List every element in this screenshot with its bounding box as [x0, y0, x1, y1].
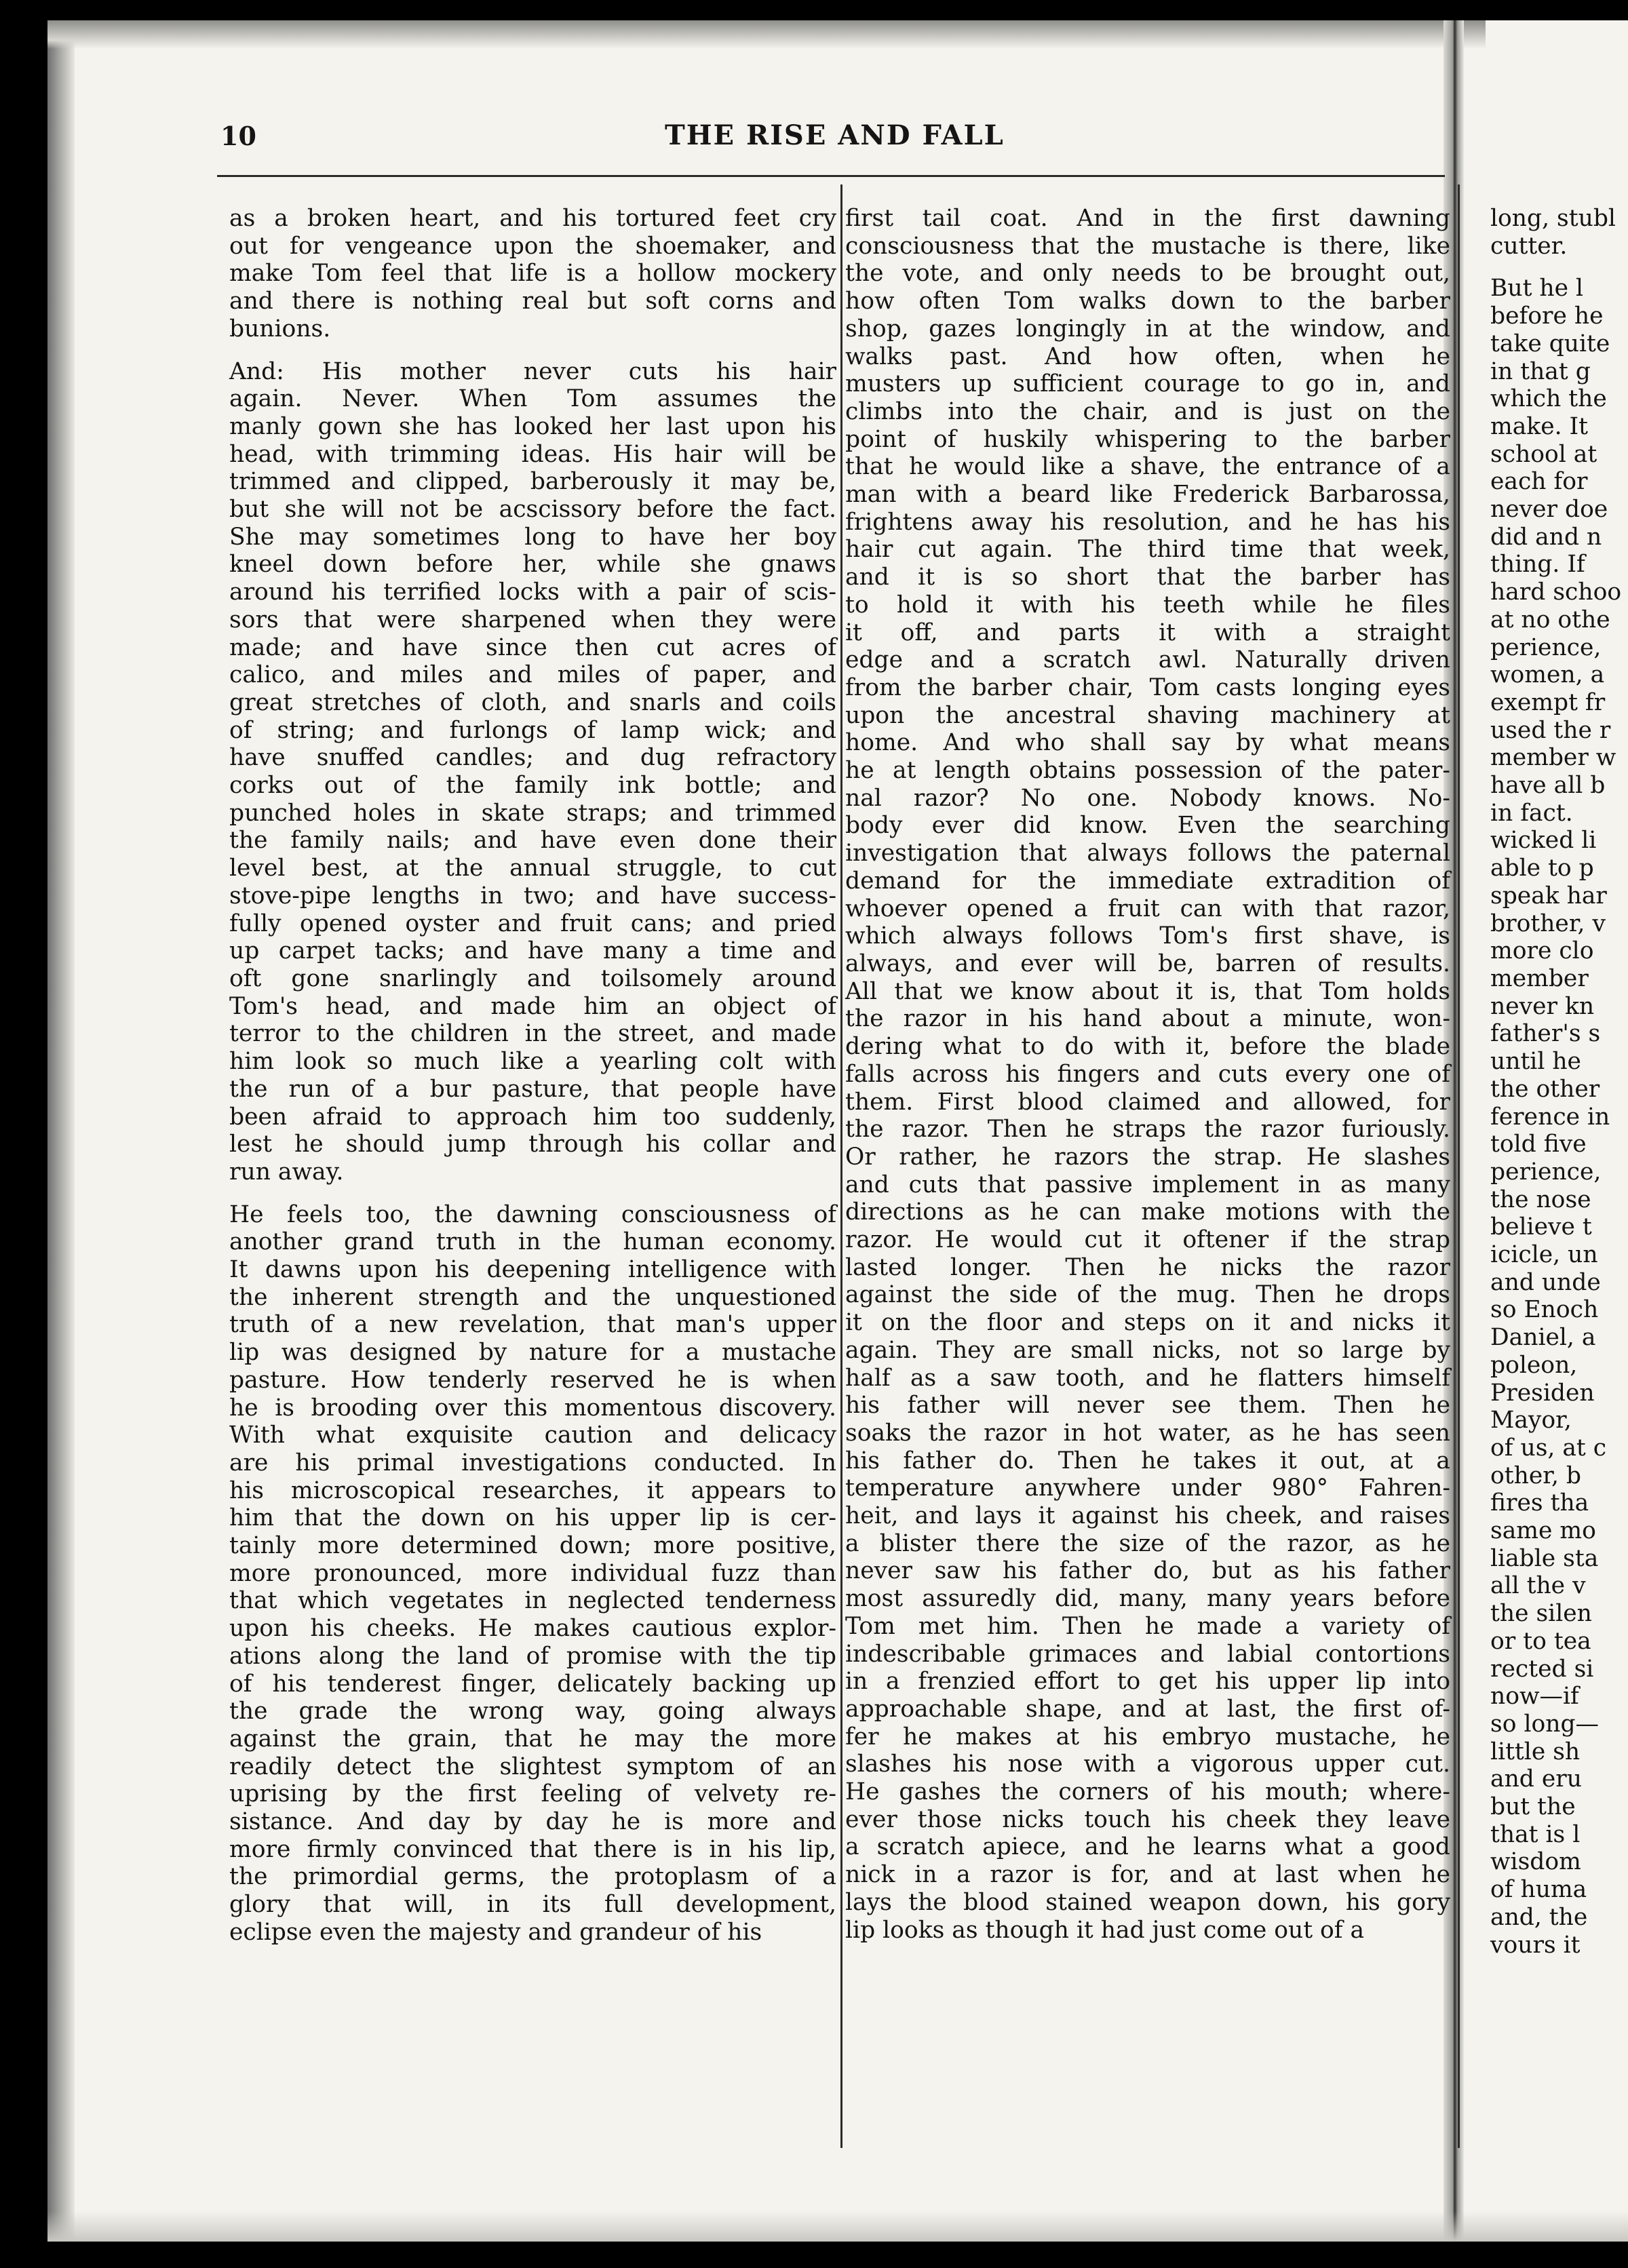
- page-bottom-shadow: [47, 2211, 1628, 2242]
- text-line: cutter.: [1490, 232, 1568, 260]
- text-line: She may sometimes long to have her boy: [229, 523, 836, 551]
- text-line: lays the blood stained weapon down, his gory: [845, 1888, 1450, 1916]
- text-line: before he: [1490, 302, 1604, 330]
- text-line: poleon,: [1490, 1351, 1578, 1379]
- text-line: sors that were sharpened when they were: [229, 606, 836, 633]
- text-line: him that the down on his upper lip is cer-: [229, 1504, 836, 1532]
- text-line: indescribable grimaces and labial contortions: [845, 1640, 1450, 1668]
- text-line: wisdom: [1490, 1848, 1581, 1876]
- text-line: trimmed and clipped, barberously it may be,: [229, 468, 836, 496]
- text-line: hair cut again. The third time that week,: [845, 536, 1450, 564]
- text-line: He feels too, the dawning consciousness of: [229, 1200, 836, 1228]
- text-line: member: [1490, 964, 1589, 992]
- text-line: climbs into the chair, and is just on the: [845, 397, 1450, 425]
- text-line: tainly more determined down; more positive,: [229, 1532, 836, 1560]
- text-line: never saw his father do, but as his father: [845, 1557, 1450, 1585]
- text-line: brother, v: [1490, 910, 1606, 937]
- text-line: Mayor,: [1490, 1407, 1572, 1434]
- text-line: which always follows Tom's first shave, is: [845, 922, 1450, 950]
- text-line: he is brooding over this momentous discovery.: [229, 1394, 836, 1422]
- text-line: point of huskily whispering to the barber: [845, 425, 1450, 453]
- text-line: It dawns upon his deepening intelligence with: [229, 1256, 836, 1284]
- text-line: vours it: [1490, 1931, 1581, 1959]
- text-line: falls across his fingers and cuts every one of: [845, 1060, 1450, 1088]
- text-line: in a frenzied effort to get his upper lip into: [845, 1668, 1450, 1696]
- text-line: from the barber chair, Tom casts longing eyes: [845, 673, 1450, 701]
- text-line: believe t: [1490, 1213, 1592, 1241]
- text-line: around his terrified locks with a pair of scis-: [229, 579, 836, 606]
- text-line: sistance. And day by day he is more and: [229, 1808, 836, 1836]
- text-line: speak har: [1490, 882, 1607, 910]
- text-line: lasted longer. Then he nicks the razor: [845, 1253, 1450, 1281]
- column-rule-left: [840, 184, 842, 2148]
- text-line: how often Tom walks down to the barber: [845, 288, 1450, 315]
- text-line: corks out of the family ink bottle; and: [229, 772, 836, 800]
- text-line: and unde: [1490, 1268, 1601, 1296]
- text-line: demand for the immediate extradition of: [845, 867, 1450, 895]
- text-line: upon the ancestral shaving machinery at: [845, 701, 1450, 729]
- text-line: his father will never see them. Then he: [845, 1392, 1450, 1420]
- text-line: all the v: [1490, 1572, 1586, 1600]
- text-line: the run of a bur pasture, that people have: [229, 1075, 836, 1103]
- text-line: up carpet tacks; and have many a time and: [229, 937, 836, 965]
- text-line: fires tha: [1490, 1489, 1589, 1517]
- text-line: used the r: [1490, 716, 1611, 744]
- text-line: Or rather, he razors the strap. He slashes: [845, 1143, 1450, 1171]
- text-line: soaks the razor in hot water, as he has seen: [845, 1419, 1450, 1447]
- text-line: the silen: [1490, 1600, 1592, 1628]
- text-line: member w: [1490, 744, 1616, 772]
- text-line: readily detect the slightest symptom of an: [229, 1753, 836, 1780]
- text-line: other, b: [1490, 1462, 1581, 1489]
- text-line: wicked li: [1490, 827, 1597, 855]
- text-line: lip was designed by nature for a mustache: [229, 1339, 836, 1367]
- text-line: razor. He would cut it oftener if the strap: [845, 1226, 1450, 1254]
- text-line: or to tea: [1490, 1627, 1591, 1655]
- text-line: the razor in his hand about a minute, won-: [845, 1005, 1450, 1033]
- text-line: nick in a razor is for, and at last when he: [845, 1861, 1450, 1889]
- text-line: so long—: [1490, 1710, 1600, 1738]
- column-rule-right: [1458, 184, 1460, 2148]
- text-line: man with a beard like Frederick Barbarossa,: [845, 481, 1450, 509]
- text-line: a scratch apiece, and he learns what a good: [845, 1833, 1450, 1861]
- text-line: school at: [1490, 440, 1597, 468]
- text-line: exempt fr: [1490, 688, 1606, 716]
- text-line: the razor. Then he straps the razor furiously.: [845, 1116, 1450, 1143]
- text-line: first tail coat. And in the first dawning: [845, 205, 1450, 232]
- running-head: THE RISE AND FALL: [665, 119, 1005, 151]
- text-line: oft gone snarlingly and toilsomely around: [229, 964, 836, 992]
- text-line: Presiden: [1490, 1379, 1595, 1407]
- text-line: terror to the children in the street, and made: [229, 1020, 836, 1048]
- text-line: home. And who shall say by what means: [845, 729, 1450, 757]
- text-line: of his tenderest finger, delicately backing up: [229, 1670, 836, 1698]
- text-line: punched holes in skate straps; and trimmed: [229, 799, 836, 827]
- text-line: musters up sufficient courage to go in, and: [845, 370, 1450, 398]
- text-line: upon his cheeks. He makes cautious explor-: [229, 1615, 836, 1643]
- text-line: at no othe: [1490, 606, 1610, 633]
- text-line: take quite: [1490, 330, 1610, 357]
- text-line: Daniel, a: [1490, 1324, 1596, 1352]
- text-line: the other: [1490, 1075, 1600, 1103]
- text-line: glory that will, in its full development,: [229, 1891, 836, 1919]
- text-column-middle: [845, 205, 1450, 1944]
- text-line: directions as he can make motions with the: [845, 1198, 1450, 1226]
- text-line: in fact.: [1490, 799, 1573, 827]
- text-line: as a broken heart, and his tortured feet cry: [229, 205, 836, 232]
- text-line: head, with trimming ideas. His hair will be: [229, 440, 836, 468]
- header-rule: [217, 175, 1445, 177]
- text-line: the primordial germs, the protoplasm of a: [229, 1863, 836, 1891]
- text-line: pasture. How tenderly reserved he is when: [229, 1366, 836, 1394]
- text-line: did and n: [1490, 523, 1602, 551]
- text-line: uprising by the first feeling of velvety re-: [229, 1780, 836, 1808]
- text-line: have snuffed candles; and dug refractory: [229, 744, 836, 772]
- text-line: dering what to do with it, before the blade: [845, 1033, 1450, 1061]
- text-line: make. It: [1490, 412, 1589, 440]
- text-line: calico, and miles and miles of paper, and: [229, 661, 836, 689]
- text-line: approachable shape, and at last, the first of-: [845, 1695, 1450, 1723]
- text-line: more pronounced, more individual fuzz than: [229, 1559, 836, 1587]
- text-line: most assuredly did, many, many years before: [845, 1585, 1450, 1613]
- text-line: against the grain, that he may the more: [229, 1725, 836, 1753]
- text-line: so Enoch: [1490, 1296, 1599, 1324]
- text-line: perience,: [1490, 633, 1602, 661]
- text-line: more clo: [1490, 937, 1594, 965]
- text-line: it on the floor and steps on it and nicks it: [845, 1309, 1450, 1337]
- page-top-shadow: [47, 20, 1486, 49]
- text-line: half as a saw tooth, and he flatters himself: [845, 1364, 1450, 1392]
- text-line: and it is so short that the barber has: [845, 564, 1450, 591]
- text-column-right-cropped: [1490, 205, 1628, 1959]
- text-line: women, a: [1490, 661, 1605, 689]
- text-line: lest he should jump through his collar and: [229, 1131, 836, 1158]
- text-line: investigation that always follows the paternal: [845, 840, 1450, 867]
- text-line: Tom met him. Then he made a variety of: [845, 1612, 1450, 1640]
- page-left-edge-shadow: [47, 20, 75, 2242]
- text-line: hard schoo: [1490, 579, 1622, 606]
- text-line: and cuts that passive implement in as many: [845, 1171, 1450, 1198]
- text-line: now—if: [1490, 1683, 1579, 1710]
- text-line: slashes his nose with a vigorous upper cut.: [845, 1751, 1450, 1778]
- text-line: lip looks as though it had just come out of a: [845, 1916, 1365, 1944]
- text-line: again. Never. When Tom assumes the: [229, 385, 836, 413]
- text-line: long, stubl: [1490, 205, 1616, 232]
- text-line: that is l: [1490, 1820, 1581, 1848]
- text-line: fer he makes at his embryo mustache, he: [845, 1723, 1450, 1751]
- text-line: the family nails; and have even done their: [229, 827, 836, 855]
- text-line: eclipse even the majesty and grandeur of his: [229, 1918, 762, 1946]
- text-line: little sh: [1490, 1738, 1581, 1765]
- text-line: never kn: [1490, 992, 1595, 1020]
- text-line: them. First blood claimed and allowed, for: [845, 1088, 1450, 1116]
- text-line: fully opened oyster and fruit cans; and pried: [229, 910, 836, 937]
- text-line: and, the: [1490, 1903, 1588, 1931]
- text-line: stove-pipe lengths in two; and have success-: [229, 882, 836, 910]
- text-line: All that we know about it is, that Tom holds: [845, 977, 1450, 1005]
- text-line: that he would like a shave, the entrance of a: [845, 453, 1450, 481]
- text-line: kneel down before her, while she gnaws: [229, 551, 836, 579]
- text-line: able to p: [1490, 855, 1594, 882]
- text-line: edge and a scratch awl. Naturally driven: [845, 646, 1450, 674]
- text-line: truth of a new revelation, that man's upper: [229, 1311, 836, 1339]
- text-line: level best, at the annual struggle, to cut: [229, 855, 836, 882]
- text-line: the vote, and only needs to be brought out,: [845, 260, 1450, 288]
- text-line: have all b: [1490, 772, 1606, 800]
- text-line: out for vengeance upon the shoemaker, and: [229, 232, 836, 260]
- text-line: again. They are small nicks, not so large by: [845, 1336, 1450, 1364]
- text-line: ference in: [1490, 1103, 1610, 1131]
- text-line: consciousness that the mustache is there, like: [845, 232, 1450, 260]
- text-line: are his primal investigations conducted. In: [229, 1449, 836, 1477]
- text-line: made; and have since then cut acres of: [229, 633, 836, 661]
- text-line: liable sta: [1490, 1544, 1599, 1572]
- text-line: never doe: [1490, 496, 1608, 524]
- text-line: but she will not be acscissory before the fact.: [229, 496, 836, 524]
- text-line: father's s: [1490, 1020, 1601, 1048]
- text-line: of huma: [1490, 1876, 1587, 1904]
- text-line: his microscopical researches, it appears to: [229, 1477, 836, 1504]
- text-line: walks past. And how often, when he: [845, 343, 1450, 370]
- text-line: With what exquisite caution and delicacy: [229, 1422, 836, 1449]
- text-line: each for: [1490, 468, 1588, 496]
- text-line: against the side of the mug. Then he drops: [845, 1281, 1450, 1309]
- text-line: to hold it with his teeth while he files: [845, 591, 1450, 619]
- text-line: always, and ever will be, barren of results.: [845, 950, 1450, 977]
- text-line: but the: [1490, 1793, 1576, 1821]
- text-line: same mo: [1490, 1517, 1596, 1545]
- text-line: ever those nicks touch his cheek they leave: [845, 1805, 1450, 1833]
- text-line: another grand truth in the human economy.: [229, 1228, 836, 1256]
- text-line: bunions.: [229, 315, 331, 343]
- text-line: temperature anywhere under 980° Fahren-: [845, 1474, 1450, 1502]
- text-line: ations along the land of promise with the tip: [229, 1642, 836, 1670]
- text-line: him look so much like a yearling colt with: [229, 1048, 836, 1076]
- text-line: told five: [1490, 1131, 1587, 1158]
- text-line: more firmly convinced that there is in his lip,: [229, 1835, 836, 1863]
- text-line: it off, and parts it with a straight: [845, 619, 1450, 646]
- text-line: that which vegetates in neglected tenderness: [229, 1587, 836, 1615]
- text-line: He gashes the corners of his mouth; where-: [845, 1778, 1450, 1806]
- page-number: 10: [220, 121, 256, 151]
- text-line: And: His mother never cuts his hair: [229, 357, 836, 385]
- text-line: rected si: [1490, 1655, 1594, 1683]
- text-line: his father do. Then he takes it out, at a: [845, 1447, 1450, 1474]
- text-line: make Tom feel that life is a hollow mockery: [229, 260, 836, 288]
- text-line: of string; and furlongs of lamp wick; and: [229, 716, 836, 744]
- text-line: run away.: [229, 1158, 344, 1186]
- text-line: body ever did know. Even the searching: [845, 812, 1450, 840]
- text-line: the nose: [1490, 1186, 1591, 1213]
- text-line: the inherent strength and the unquestioned: [229, 1283, 836, 1311]
- text-line: manly gown she has looked her last upon his: [229, 412, 836, 440]
- text-line: the grade the wrong way, going always: [229, 1698, 836, 1725]
- text-line: icicle, un: [1490, 1241, 1598, 1269]
- text-column-left: [229, 205, 836, 1947]
- text-line: until he: [1490, 1048, 1581, 1076]
- text-line: perience,: [1490, 1158, 1602, 1186]
- text-line: But he l: [1490, 275, 1584, 302]
- text-line: whoever opened a fruit can with that razor,: [845, 895, 1450, 922]
- text-line: he at length obtains possession of the pater-: [845, 757, 1450, 785]
- text-line: which the: [1490, 385, 1607, 413]
- text-line: nal razor? No one. Nobody knows. No-: [845, 784, 1450, 812]
- text-line: great stretches of cloth, and snarls and coils: [229, 688, 836, 716]
- text-line: heit, and lays it against his cheek, and raises: [845, 1502, 1450, 1530]
- text-line: in that g: [1490, 357, 1591, 385]
- text-line: of us, at c: [1490, 1434, 1607, 1462]
- text-line: thing. If: [1490, 551, 1585, 579]
- text-line: and eru: [1490, 1765, 1582, 1793]
- text-line: been afraid to approach him too suddenly,: [229, 1103, 836, 1131]
- text-line: frightens away his resolution, and he has his: [845, 508, 1450, 536]
- text-line: shop, gazes longingly in at the window, and: [845, 315, 1450, 343]
- text-line: and there is nothing real but soft corns and: [229, 288, 836, 315]
- text-line: a blister there the size of the razor, as he: [845, 1529, 1450, 1557]
- text-line: Tom's head, and made him an object of: [229, 992, 836, 1020]
